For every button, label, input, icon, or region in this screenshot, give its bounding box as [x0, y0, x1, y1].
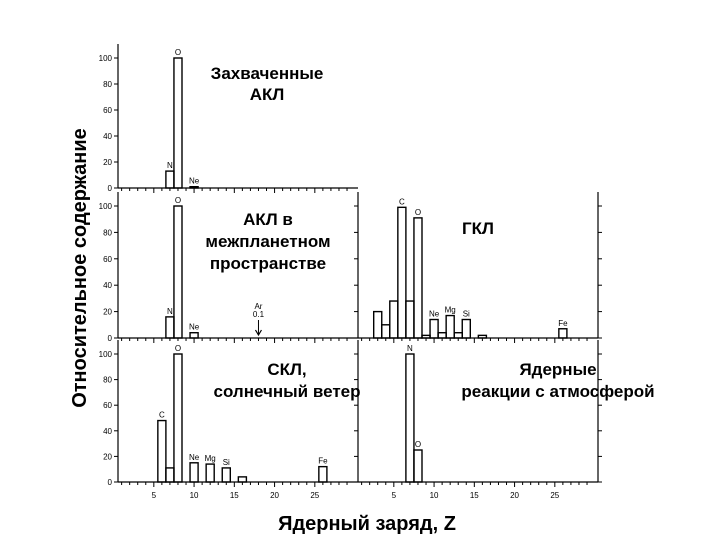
- y-tick-label: 20: [103, 158, 112, 167]
- bar-label-Ne: Ne: [188, 176, 200, 186]
- bar-label-N: N: [167, 306, 173, 316]
- bar-N: [406, 354, 414, 482]
- bar-O: [414, 450, 422, 482]
- y-tick-label: 0: [107, 184, 112, 193]
- panel-title-line: АКЛ в: [243, 210, 293, 229]
- panel-gcr: [354, 192, 602, 343]
- panel-trapped: [99, 44, 358, 193]
- y-tick-label: 20: [103, 307, 112, 317]
- y-tick-label: 100: [98, 54, 112, 63]
- y-tick-label: 60: [103, 401, 112, 411]
- y-tick-label: 40: [103, 426, 112, 436]
- x-axis-title: Ядерный заряд, Z: [278, 513, 456, 535]
- bar-Fe: [319, 467, 327, 482]
- bar-Mg: [206, 464, 214, 482]
- x-tick-label: 10: [189, 491, 199, 500]
- y-tick-label: 100: [98, 202, 112, 211]
- bar-Mg: [446, 316, 454, 338]
- bar-label-Si: Si: [462, 309, 470, 319]
- annotation-label: Ar: [254, 302, 263, 311]
- bar-O: [174, 58, 182, 188]
- bar-z7: [166, 468, 174, 482]
- bar-N: [166, 171, 174, 188]
- x-tick-label: 5: [151, 491, 157, 500]
- bar-N: [166, 317, 174, 338]
- bar-O: [174, 206, 182, 338]
- bar-z4: [382, 325, 390, 338]
- y-tick-label: 60: [103, 106, 112, 115]
- y-tick-label: 0: [107, 334, 112, 343]
- panel-title-line: Захваченные: [210, 64, 324, 83]
- bar-label-Mg: Mg: [444, 305, 456, 315]
- panel-acr-interplanetary: [99, 192, 358, 343]
- bar-label-Fe: Fe: [318, 456, 328, 466]
- bar-label-N: N: [407, 344, 413, 353]
- bar-label-Ne: Ne: [428, 309, 440, 319]
- bar-z7: [406, 301, 414, 338]
- panel-title-line: реакции с атмосферой: [461, 382, 655, 401]
- bar-z16: [478, 335, 486, 338]
- bar-label-Si: Si: [222, 457, 230, 467]
- panel-title-line: межпланетном: [205, 232, 331, 251]
- bar-label-C: C: [158, 410, 165, 420]
- x-tick-label: 25: [310, 491, 320, 500]
- panel-nuclear-reactions: [354, 340, 655, 500]
- y-tick-label: 0: [107, 478, 112, 487]
- bar-label-O: O: [414, 440, 422, 449]
- bar-z5: [390, 301, 398, 338]
- panel-title-line: АКЛ: [249, 85, 285, 104]
- y-tick-label: 20: [103, 452, 112, 462]
- x-tick-label: 10: [429, 491, 439, 500]
- bar-Si: [462, 320, 470, 338]
- bar-label-Ne: Ne: [188, 322, 200, 332]
- bar-label-Ne: Ne: [188, 452, 200, 462]
- bar-Ne: [190, 463, 198, 482]
- bar-Ne: [190, 187, 198, 188]
- panel-title-line: ГКЛ: [462, 219, 494, 238]
- panel-sep-solar-wind: [99, 340, 361, 500]
- bar-z11: [438, 333, 446, 338]
- bar-label-Fe: Fe: [558, 318, 568, 328]
- x-tick-label: 25: [550, 491, 560, 500]
- bar-label-O: O: [174, 344, 182, 353]
- y-tick-label: 60: [103, 254, 112, 264]
- bar-Fe: [559, 329, 567, 338]
- y-tick-label: 40: [103, 281, 112, 291]
- bar-Ne: [190, 333, 198, 338]
- x-tick-label: 15: [229, 491, 239, 500]
- bar-label-N: N: [167, 161, 173, 171]
- bar-C: [158, 421, 166, 482]
- bar-O: [414, 218, 422, 338]
- x-tick-label: 20: [510, 491, 520, 500]
- panel-title-line: СКЛ,: [267, 360, 307, 379]
- x-tick-label: 20: [270, 491, 280, 500]
- bar-C: [398, 207, 406, 338]
- panel-title-line: солнечный ветер: [213, 382, 361, 401]
- bar-z13: [454, 333, 462, 338]
- bar-label-Mg: Mg: [204, 454, 216, 464]
- bar-z3: [374, 312, 382, 338]
- panel-title-line: Ядерные: [519, 360, 597, 379]
- y-tick-label: 80: [103, 228, 112, 238]
- bar-O: [174, 354, 182, 482]
- y-tick-label: 80: [103, 80, 112, 89]
- y-tick-label: 40: [103, 132, 112, 141]
- bar-z16: [238, 477, 246, 482]
- annotation-value: 0.1: [252, 310, 265, 319]
- bar-label-O: O: [174, 48, 182, 57]
- bar-Si: [222, 468, 230, 482]
- x-tick-label: 15: [469, 491, 479, 500]
- panel-title-line: пространстве: [209, 254, 327, 273]
- y-tick-label: 80: [103, 375, 112, 385]
- chart-panels: [99, 44, 655, 500]
- y-tick-label: 100: [98, 350, 112, 359]
- y-axis-title: Относительное содержание: [69, 128, 91, 408]
- bar-label-O: O: [414, 207, 422, 217]
- bar-z9: [422, 335, 430, 338]
- bar-Ne: [430, 320, 438, 338]
- bar-label-C: C: [398, 197, 405, 207]
- bar-label-O: O: [174, 196, 182, 205]
- x-tick-label: 5: [391, 491, 397, 500]
